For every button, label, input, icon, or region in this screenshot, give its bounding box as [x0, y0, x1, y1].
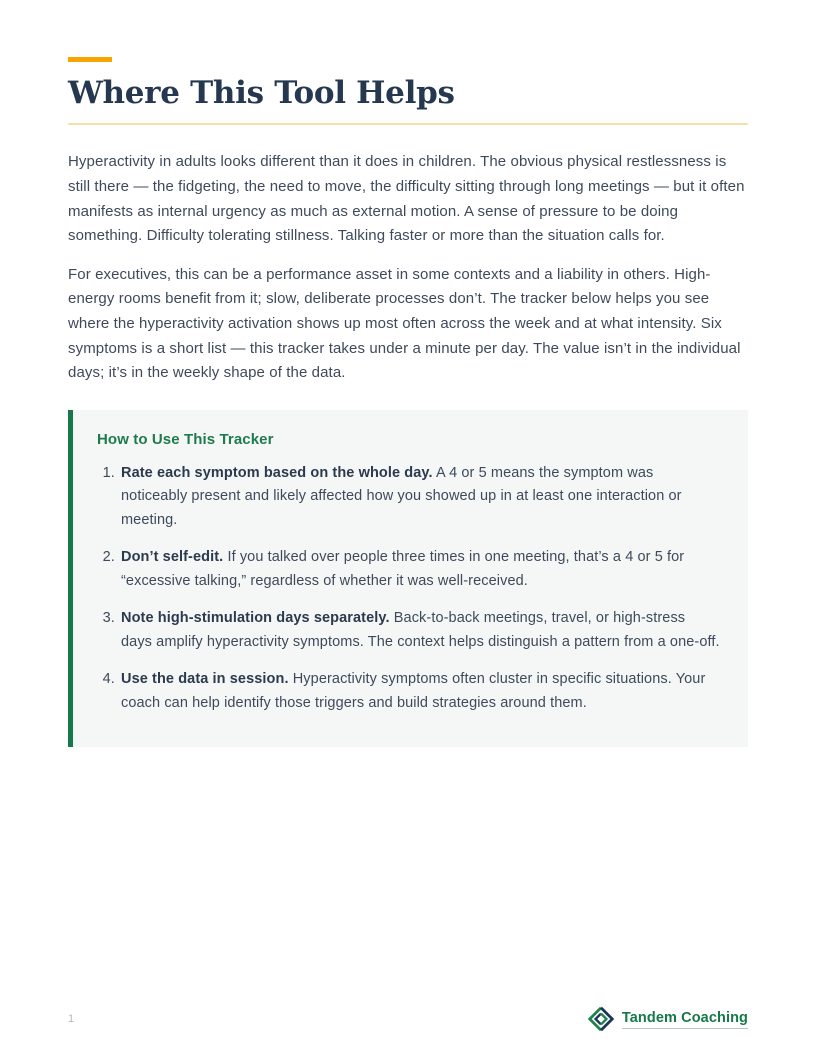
callout-heading: How to Use This Tracker — [97, 430, 274, 448]
page-title: Where This Tool Helps — [68, 75, 455, 111]
brand-logo — [588, 1006, 748, 1032]
callout-item-text: Back-to-back meetings, travel, or high-stress days amplify hyperactivity symptoms. The context helps distinguish a pattern from a one-off. — [121, 610, 720, 650]
intro-paragraph-2: For executives, this can be a performance asset in some contexts and a liability in others. High-energy rooms benefit from it; slow, deliberate processes don’t. The tracker below helps you see where the hyperactivity activation shows up most often across the week and at what intensity. Six symptoms is a short list — this tracker takes under a minute per day. The value isn’t in the individual days; it’s in the weekly shape of the data. — [68, 265, 741, 382]
nested-diamonds-icon — [588, 1006, 614, 1032]
callout-item-text: Hyperactivity symptoms often cluster in specific situations. Your coach can help identify those triggers and build strategies around them. — [121, 671, 706, 711]
callout-list — [99, 462, 720, 716]
callout-list-item-3 — [119, 607, 720, 654]
accent-bar — [68, 57, 112, 62]
callout-item-text: If you talked over people three times in one meeting, that’s a 4 or 5 for “excessive talking,” regardless of whether it was well-received. — [121, 549, 685, 589]
how-to-use-callout — [68, 410, 748, 748]
callout-item-text: A 4 or 5 means the symptom was noticeably present and likely affected how you showed up in at least one interaction or meeting. — [121, 464, 682, 528]
callout-list-item-2 — [119, 546, 720, 593]
page-footer — [68, 1006, 748, 1032]
title-rule — [68, 123, 748, 125]
callout-item-lead: Note high-stimulation days separately. — [121, 610, 390, 627]
callout-list-item-4 — [119, 668, 720, 715]
brand-name: Tandem Coaching — [622, 1010, 748, 1029]
callout-list-item-1 — [119, 462, 720, 533]
page-number: 1 — [68, 1013, 75, 1025]
callout-item-lead: Use the data in session. — [121, 671, 289, 688]
callout-item-lead: Rate each symptom based on the whole day. — [121, 464, 433, 481]
intro-paragraph-1: Hyperactivity in adults looks different than it does in children. The obvious physical restlessness is still there — the fidgeting, the need to move, the difficulty sitting through long meetings — but it often manifests as internal urgency as much as external motion. A sense of pressure to be doing something. Difficulty tolerating stillness. Talking faster or more than the situation calls for. — [68, 153, 745, 245]
callout-item-lead: Don’t self-edit. — [121, 549, 224, 566]
